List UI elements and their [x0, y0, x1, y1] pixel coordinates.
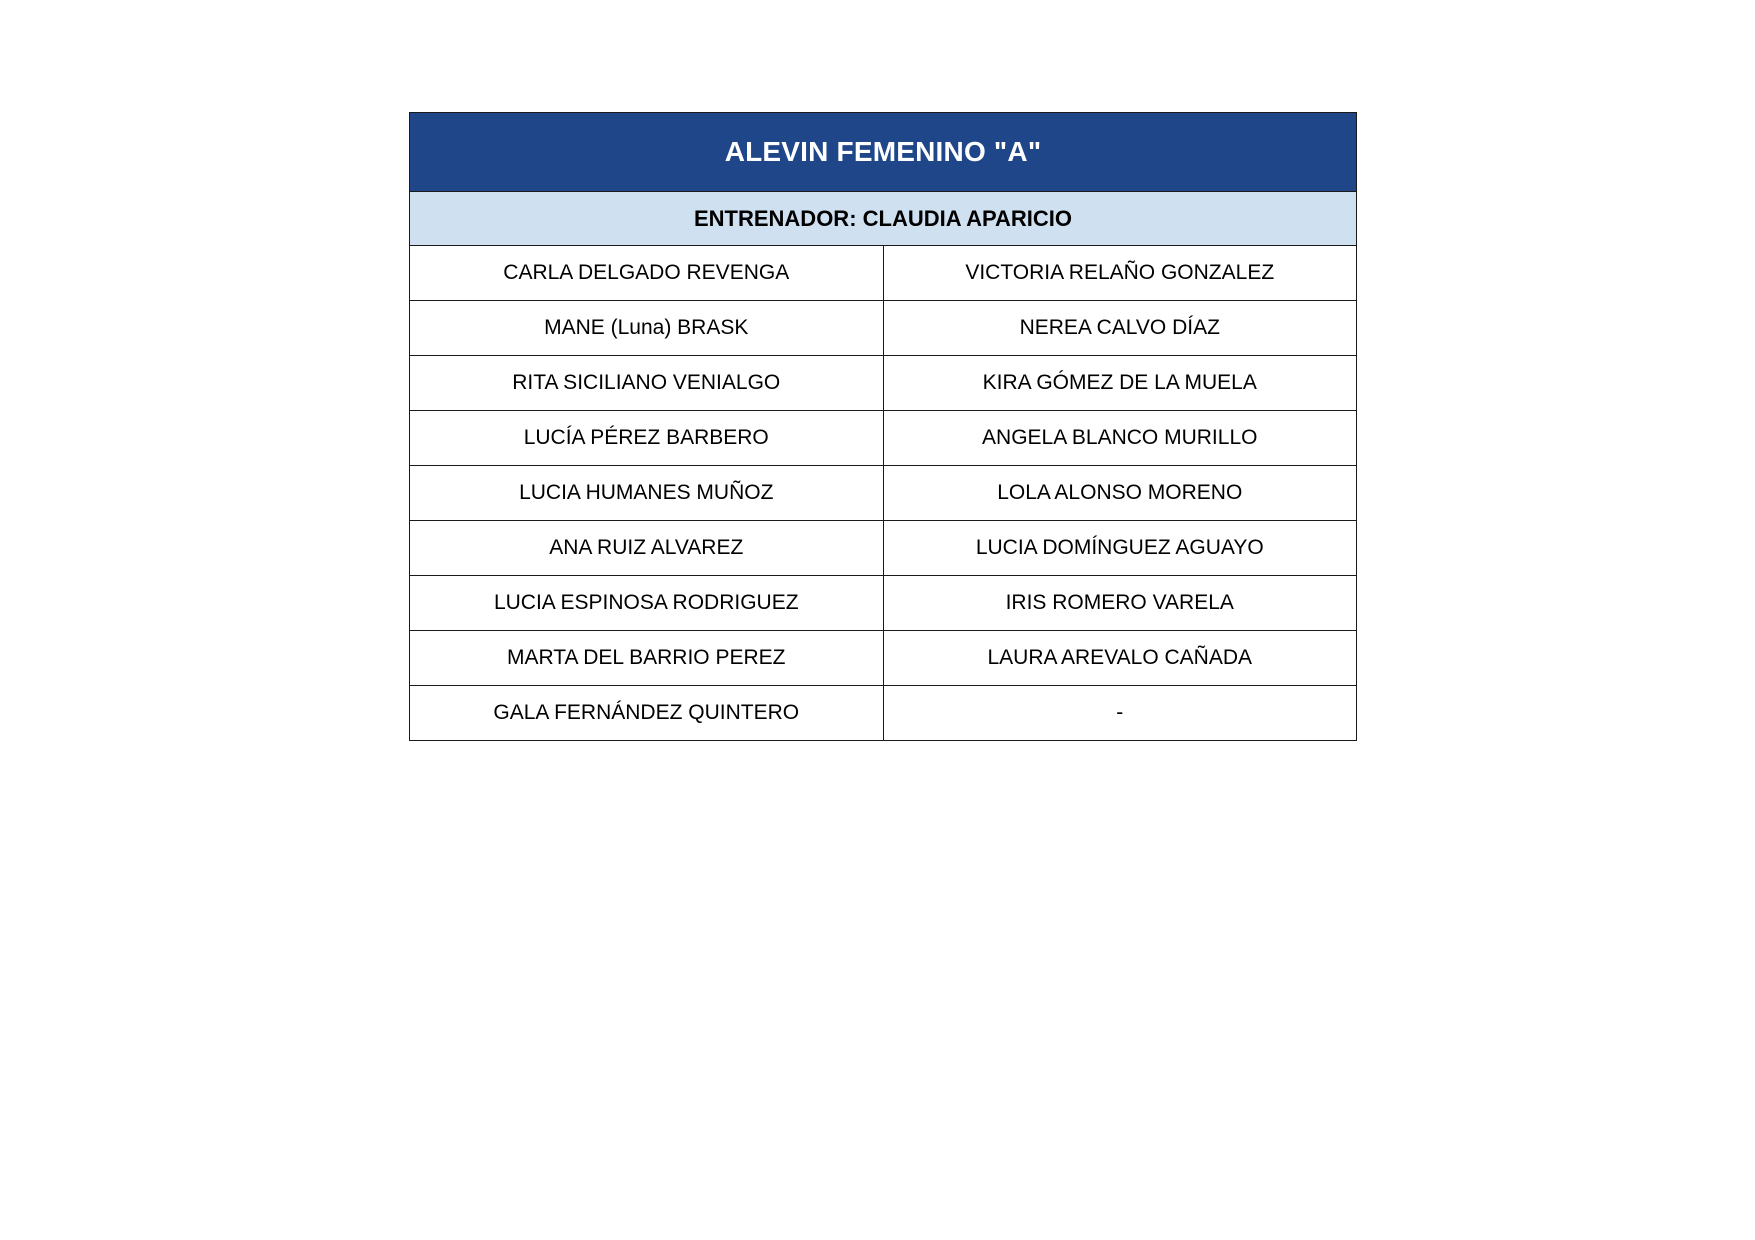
player-name: LUCÍA PÉREZ BARBERO — [410, 411, 884, 466]
table-row — [410, 576, 1357, 631]
table-row — [410, 411, 1357, 466]
title-row — [410, 113, 1357, 192]
player-name: MARTA DEL BARRIO PEREZ — [410, 631, 884, 686]
player-name: CARLA DELGADO REVENGA — [410, 246, 884, 301]
player-name: MANE (Luna) BRASK — [410, 301, 884, 356]
table-row — [410, 356, 1357, 411]
empty-slot: - — [883, 686, 1357, 741]
team-roster-table — [409, 112, 1357, 741]
player-name: GALA FERNÁNDEZ QUINTERO — [410, 686, 884, 741]
table-row — [410, 686, 1357, 741]
table-row — [410, 631, 1357, 686]
player-name: VICTORIA RELAÑO GONZALEZ — [883, 246, 1357, 301]
table-row — [410, 521, 1357, 576]
player-name: LUCIA HUMANES MUÑOZ — [410, 466, 884, 521]
player-name: IRIS ROMERO VARELA — [883, 576, 1357, 631]
team-title: ALEVIN FEMENINO "A" — [410, 113, 1357, 192]
coach-row — [410, 192, 1357, 246]
player-name: ANGELA BLANCO MURILLO — [883, 411, 1357, 466]
coach-label: ENTRENADOR: CLAUDIA APARICIO — [410, 192, 1357, 246]
player-name: KIRA GÓMEZ DE LA MUELA — [883, 356, 1357, 411]
player-name: ANA RUIZ ALVAREZ — [410, 521, 884, 576]
table-row — [410, 246, 1357, 301]
player-name: LOLA ALONSO MORENO — [883, 466, 1357, 521]
table-row — [410, 301, 1357, 356]
player-name: LUCIA DOMÍNGUEZ AGUAYO — [883, 521, 1357, 576]
player-name: LUCIA ESPINOSA RODRIGUEZ — [410, 576, 884, 631]
table-row — [410, 466, 1357, 521]
player-name: NEREA CALVO DÍAZ — [883, 301, 1357, 356]
player-name: LAURA AREVALO CAÑADA — [883, 631, 1357, 686]
player-name: RITA SICILIANO VENIALGO — [410, 356, 884, 411]
